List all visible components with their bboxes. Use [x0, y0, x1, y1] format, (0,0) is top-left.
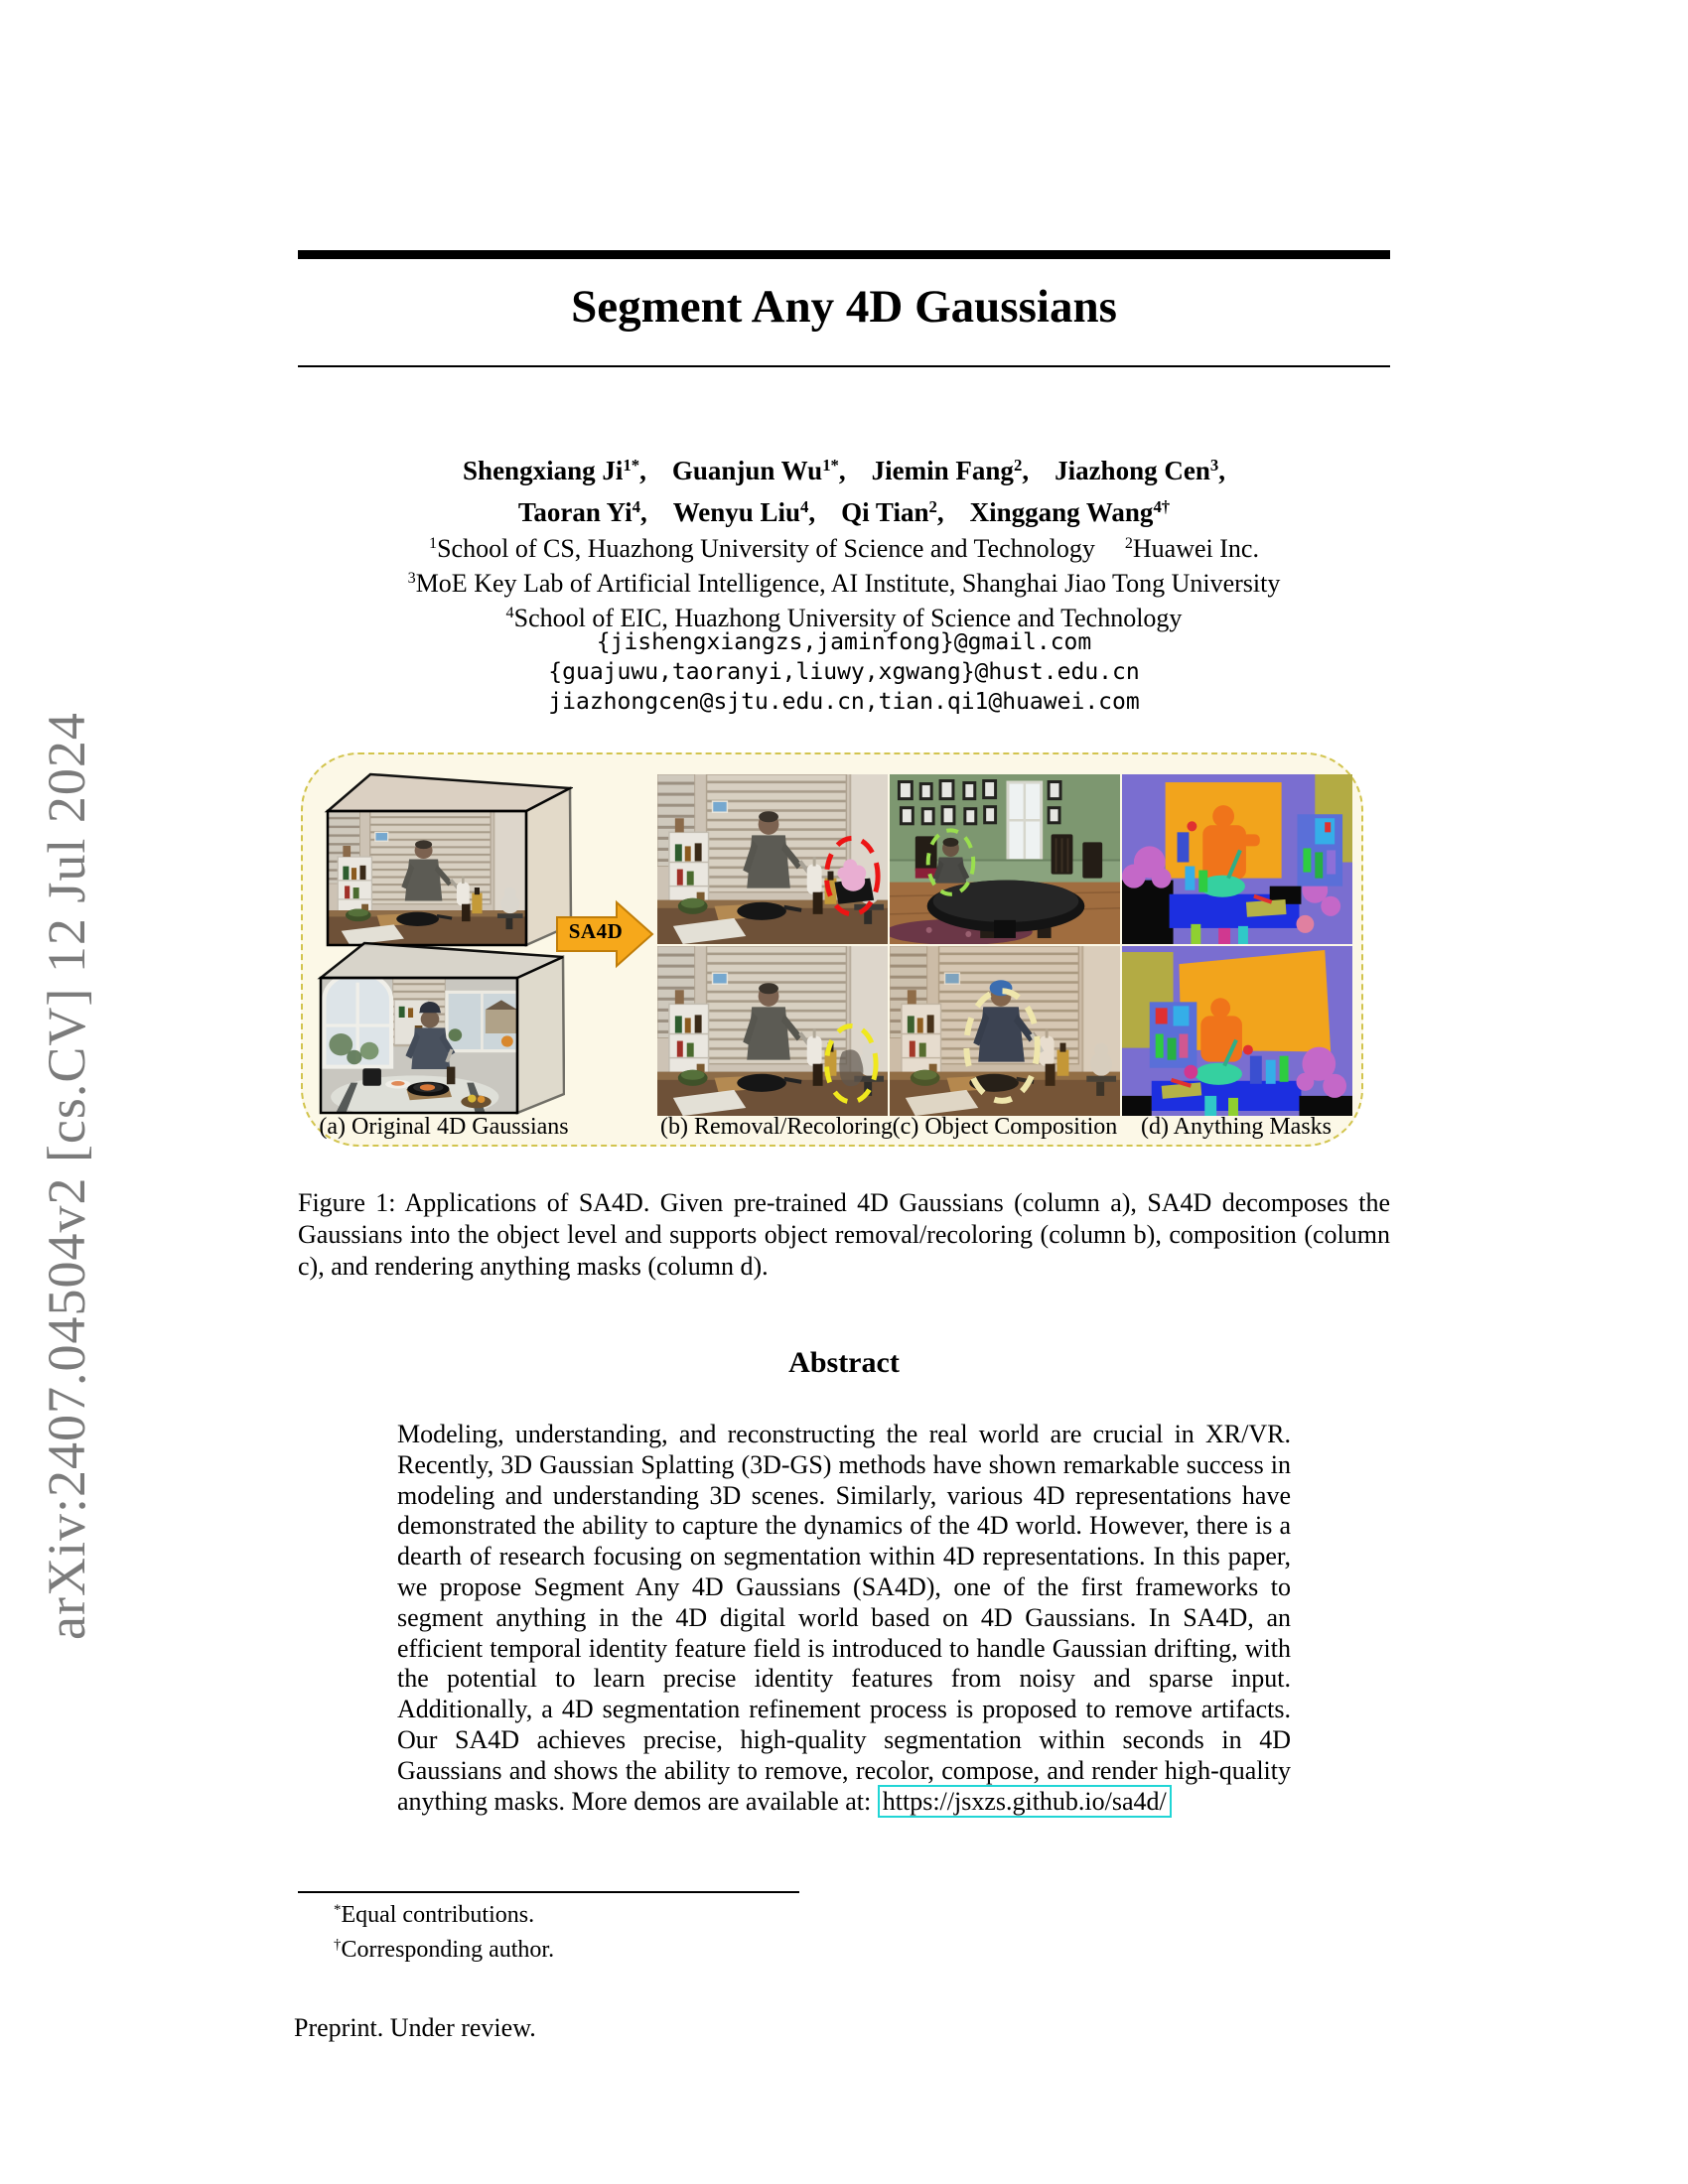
panel-d-bottom-image: [1122, 946, 1352, 1116]
affiliation-block: [199, 533, 1489, 637]
author-name: Qi Tian$^2$,: [841, 496, 944, 527]
author-name: Taoran Yi$^4$,: [517, 496, 647, 527]
email-line: {guajuwu,taoranyi,liuwy,xgwang}@hust.edu.cn: [548, 659, 1140, 685]
affiliation: $^1$School of CS, Huazhong University of Science and Technology: [429, 534, 1095, 563]
original-4d-gaussians-cube-top: [323, 766, 573, 949]
panel-d-top-image: [1122, 774, 1352, 944]
title-rule-bottom: [298, 365, 1390, 367]
title-rule-top: [298, 250, 1390, 259]
abstract-text: [397, 1420, 1291, 1817]
email-line: jiazhongcen@sjtu.edu.cn,tian.qi1@huawei.com: [548, 689, 1140, 715]
panel-a-caption: (a) Original 4D Gaussians: [319, 1114, 569, 1140]
paper-title: Segment Any 4D Gaussians: [571, 281, 1117, 333]
demo-link[interactable]: https://jsxzs.github.io/sa4d/: [878, 1785, 1172, 1818]
author-name: Shengxiang $Ji^{1*}$,: [463, 455, 646, 485]
affiliation: $^4$School of EIC, Huazhong University of Science and Technology: [505, 604, 1183, 632]
author-name: Xinggang Wang$^{4\dagger}$: [969, 496, 1171, 527]
original-4d-gaussians-cube-bottom: [315, 937, 565, 1118]
sa4d-arrow-label: SA4D: [568, 919, 624, 943]
email-line: {jishengxiangzs,jaminfong}@gmail.com: [596, 629, 1092, 655]
author-name: Guanjun $Wu^{1*}$,: [671, 455, 846, 485]
arxiv-watermark: arXiv:2407.04504v2 [cs.CV] 12 Jul 2024: [37, 712, 96, 1640]
panel-c-bottom-image: [890, 946, 1120, 1116]
preprint-note: Preprint. Under review.: [294, 2013, 536, 2042]
abstract-heading: Abstract: [788, 1346, 900, 1379]
email-block: [199, 627, 1489, 717]
panel-b-bottom-image: [657, 946, 888, 1116]
footnote-equal-contrib: *Equal contributions.: [334, 1901, 535, 1928]
author-name: Wenyu Liu$^4$,: [672, 496, 816, 527]
footnote-block: [334, 1899, 1029, 1969]
panel-b-caption: (b) Removal/Recoloring: [660, 1114, 893, 1140]
affiliation: $^2$Huawei Inc.: [1124, 534, 1259, 563]
affiliation: $^3$MoE Key Lab of Artificial Intelligence, AI Institute, Shanghai Jiao Tong University: [407, 569, 1281, 598]
footnote-corresponding: †Corresponding author.: [334, 1936, 555, 1963]
figure1-caption: Figure 1: Applications of SA4D. Given pre-trained 4D Gaussians (column a), SA4D decomposes the Gaussians into the object level and supports object removal/recoloring (column b), composition (column c), and rendering anything masks (column d).: [298, 1188, 1390, 1281]
sa4d-arrow: [555, 899, 654, 969]
figure1-panel: [301, 752, 1363, 1147]
author-block: [199, 452, 1489, 535]
author-name: Jiemin Fang$^2$,: [871, 455, 1030, 485]
panel-c-caption: (c) Object Composition: [892, 1114, 1118, 1140]
panel-d-caption: (d) Anything Masks: [1141, 1114, 1332, 1140]
footnote-rule: [298, 1891, 799, 1893]
author-name: Jiazhong Cen$^3$,: [1055, 455, 1225, 485]
abstract-body: Modeling, understanding, and reconstructing the real world are crucial in XR/VR. Recently, 3D Gaussian Splatting (3D-GS) methods have shown remarkable success in modeling and understanding 3D scenes. Similarly, various 4D representations have demonstrated the ability to capture the dynamics of the 4D world. However, there is a dearth of research focusing on segmentation within 4D representations. In this paper, we propose Segment Any 4D Gaussians (SA4D), one of the first frameworks to segment anything in the 4D digital world based on 4D Gaussians. In SA4D, an efficient temporal identity feature field is introduced to handle Gaussian drifting, with the potential to learn precise identity features from noisy and sparse input. Additionally, a 4D segmentation refinement process is proposed to remove artifacts. Our SA4D achieves precise, high-quality segmentation within seconds in 4D Gaussians and shows the ability to remove, recolor, compose, and render high-quality anything masks. More demos are available at:: [397, 1420, 1291, 1816]
panel-b-top-image: [657, 774, 888, 944]
panel-c-top-image: [890, 774, 1120, 944]
